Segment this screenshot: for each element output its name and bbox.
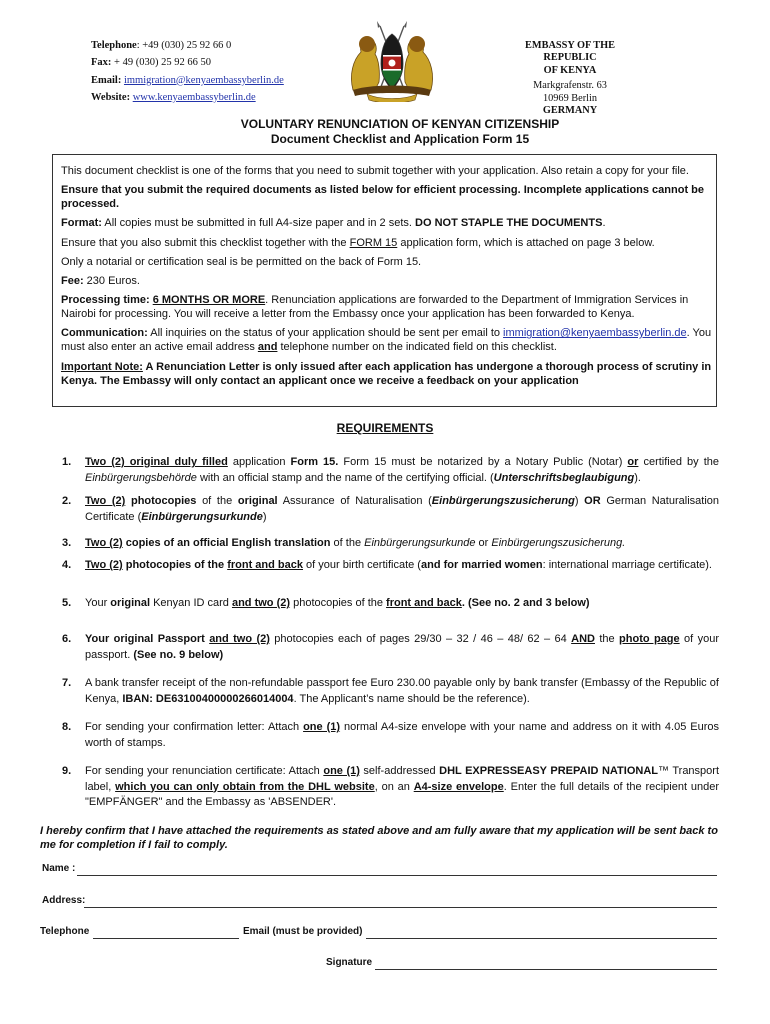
email-field[interactable] xyxy=(366,938,717,939)
requirement-item-5 xyxy=(62,596,719,612)
req9-g: , on an xyxy=(374,780,414,793)
info-ensure-documents: Ensure that you submit the required documents as listed below for efficient processing. Incomplete applications cannot be processed. xyxy=(61,184,705,211)
instructions-box xyxy=(52,154,717,407)
embassy-name-line1: EMBASSY OF THE REPUBLIC xyxy=(524,40,616,64)
fax-value: + 49 (030) 25 92 66 50 xyxy=(111,57,211,69)
requirement-number: 4. xyxy=(62,559,72,571)
req9-h: A4-size envelope xyxy=(413,780,504,793)
signature-label: Signature xyxy=(326,957,373,968)
req1-g: Einbürgerungsbehörde xyxy=(85,471,197,484)
req7-iban: IBAN: DE63100400000266014004 xyxy=(122,692,294,705)
website-line xyxy=(91,89,284,106)
email-label: Email (must be provided) xyxy=(243,926,363,937)
website-label: Website: xyxy=(91,91,131,103)
requirements-heading: REQUIREMENTS xyxy=(336,421,434,435)
req4-d: of your birth certificate ( xyxy=(302,559,421,571)
important-note-label: Important Note: xyxy=(61,360,143,373)
req1-c: Form 15. xyxy=(290,456,339,468)
embassy-name-line2: OF KENYA xyxy=(543,64,597,76)
req5-f: front and back xyxy=(386,597,462,609)
requirement-item-1 xyxy=(62,455,719,486)
website-link[interactable]: www.kenyaembassyberlin.de xyxy=(132,91,256,103)
req9-i: . Enter the full details of the recipient under "EMPFÄNGER" and the Embassy as 'ABSENDER'. xyxy=(85,780,719,808)
req6-h: (See no. 9 below) xyxy=(133,648,224,661)
email-line xyxy=(91,72,284,89)
requirement-number: 9. xyxy=(62,765,72,777)
fee-label: Fee: xyxy=(61,274,84,287)
email-label: Email: xyxy=(91,74,122,86)
confirmation-statement: I hereby confirm that I have attached the requirements as stated above and am fully aware that my application will be sent back to me for completion if I fail to comply. xyxy=(40,825,718,851)
important-note-text: A Renunciation Letter is only issued after each application has undergone a thorough process of scrutiny in Kenya. The Embassy will only contact an applicant once we receive a feedback on your application xyxy=(61,360,712,387)
telephone-field[interactable] xyxy=(93,938,239,939)
req9-a: For sending your renunciation certificate: Attach xyxy=(85,765,324,777)
info-checklist-note: This document checklist is one of the forms that you need to submit together with your application. Also retain a copy for your file. xyxy=(61,165,689,177)
req2-i: German Naturalisation Certificate ( xyxy=(85,495,720,523)
telephone-label: Telephone xyxy=(91,40,137,51)
requirement-item-3 xyxy=(62,536,719,552)
form15-text-b: application form, which is attached on page 3 below. xyxy=(397,236,655,249)
req9-e: ™ Transport label, xyxy=(85,765,720,793)
street-address: Markgrafenstr. 63 xyxy=(533,80,607,92)
kenya-coat-of-arms-icon xyxy=(339,20,445,102)
req7-c: . The Applicant’s name should be the reference). xyxy=(293,692,530,705)
req8-a: For sending your confirmation letter: Attach xyxy=(85,721,304,733)
requirement-number: 2. xyxy=(62,495,72,507)
processing-duration: 6 MONTHS OR MORE xyxy=(152,294,266,307)
req2-f: Einbürgerungszusicherung xyxy=(431,495,575,507)
req9-c: self-addressed xyxy=(359,765,440,777)
req5-e: photocopies of the xyxy=(290,597,387,609)
req2-b: photocopies xyxy=(125,495,197,507)
communication-and: and xyxy=(257,341,278,354)
fee-value: 230 Euros. xyxy=(83,274,140,287)
req3-a: Two (2) xyxy=(85,537,123,549)
req6-c: photocopies each of pages 29/30 – 32 / 46 – 48/ 62 – 64 xyxy=(269,633,572,645)
communication-text: All inquiries on the status of your application should be sent per email to xyxy=(147,327,504,340)
req9-f: which you can only obtain from the DHL website xyxy=(115,780,375,793)
req2-g: ) xyxy=(574,495,585,507)
req4-a: Two (2) xyxy=(85,559,123,571)
name-label: Name : xyxy=(42,863,76,874)
req9-b: one (1) xyxy=(323,765,360,777)
req2-c: of the xyxy=(196,495,238,507)
postal-city: 10969 Berlin xyxy=(542,92,598,104)
requirement-item-7 xyxy=(62,676,719,707)
format-end: . xyxy=(602,217,606,230)
communication-text3: telephone number on the indicated field on this checklist. xyxy=(277,341,557,354)
req2-e: Assurance of Naturalisation ( xyxy=(277,495,432,507)
req6-d: AND xyxy=(571,633,595,645)
fax-line xyxy=(91,54,284,71)
communication-text2: . You must also enter an active email address xyxy=(61,327,712,354)
req1-a: Two (2) original duly filled xyxy=(85,456,228,468)
req8-c: normal A4-size envelope with your name and address on it with 4.05 Euros worth of stamps. xyxy=(85,721,719,749)
req1-b: application xyxy=(227,456,291,468)
req5-c: Kenyan ID card xyxy=(150,597,232,609)
requirement-number: 7. xyxy=(62,677,72,689)
format-no-staple: DO NOT STAPLE THE DOCUMENTS xyxy=(415,217,603,230)
format-label: Format: xyxy=(61,217,102,230)
info-format xyxy=(61,216,716,230)
req3-c: of the xyxy=(330,537,365,549)
form15-text-a: Ensure that you also submit this checklist together with the xyxy=(61,236,350,249)
req6-g: of your passport. xyxy=(85,633,719,661)
requirement-number: 3. xyxy=(62,537,72,549)
req2-h: OR xyxy=(584,495,601,507)
req4-b: photocopies of the xyxy=(122,559,228,571)
req1-h: with an official stamp and the name of the certifying official. ( xyxy=(196,471,494,484)
req4-f: : international marriage certificate). xyxy=(542,559,712,571)
req6-e: the xyxy=(594,633,620,645)
info-communication xyxy=(61,326,716,354)
req5-g: . (See no. 2 and 3 below) xyxy=(461,597,590,609)
info-seal: Only a notarial or certification seal is be permitted on the back of Form 15. xyxy=(61,255,422,268)
req3-b: copies of an official English translation xyxy=(122,537,331,549)
req8-b: one (1) xyxy=(303,721,341,733)
telephone-label: Telephone xyxy=(40,926,90,937)
req5-b: original xyxy=(110,597,151,609)
req6-a: Your original Passport xyxy=(85,633,210,645)
signature-field[interactable] xyxy=(375,969,717,970)
country: GERMANY xyxy=(542,105,598,117)
req1-d: Form 15 must be notarized by a Notary Public (Notar) xyxy=(338,456,628,468)
req5-a: Your xyxy=(85,597,111,609)
req3-f: Einbürgerungszusicherung. xyxy=(491,537,626,549)
form15-link[interactable]: FORM 15 xyxy=(349,236,398,249)
req1-i: Unterschriftsbeglaubigung xyxy=(493,471,635,484)
req2-k: ) xyxy=(262,510,267,523)
address-label: Address: xyxy=(42,895,86,906)
telephone-value: : +49 (030) 25 92 66 0 xyxy=(136,40,232,51)
embassy-contact-block xyxy=(91,37,284,106)
req6-b: and two (2) xyxy=(209,633,270,645)
communication-label: Communication: xyxy=(61,327,148,340)
info-fee xyxy=(61,274,716,288)
req1-e: or xyxy=(627,456,639,468)
processing-label: Processing time: xyxy=(61,294,153,307)
req3-e: or xyxy=(475,537,492,549)
title-line1: VOLUNTARY RENUNCIATION OF KENYAN CITIZENSHIP xyxy=(240,117,560,131)
requirement-number: 8. xyxy=(62,721,72,733)
document-title xyxy=(230,117,570,147)
requirement-item-6 xyxy=(62,632,719,663)
req2-a: Two (2) xyxy=(85,495,126,507)
title-line2: Document Checklist and Application Form 15 xyxy=(270,132,530,146)
format-text: All copies must be submitted in full A4-size paper and in 2 sets. xyxy=(101,217,416,230)
requirement-number: 1. xyxy=(62,456,72,468)
requirement-number: 6. xyxy=(62,633,72,645)
name-field[interactable] xyxy=(77,875,717,876)
requirement-item-9 xyxy=(62,764,719,811)
embassy-address-block xyxy=(500,40,640,117)
req4-c: front and back xyxy=(227,559,303,571)
req2-d: original xyxy=(237,495,278,507)
communication-email-link[interactable]: immigration@kenyaembassyberlin.de xyxy=(503,327,687,340)
requirement-item-4 xyxy=(62,558,719,574)
address-field[interactable] xyxy=(84,907,717,908)
telephone-line xyxy=(91,37,284,54)
requirement-item-8 xyxy=(62,720,719,751)
info-form15 xyxy=(61,236,716,250)
email-link[interactable]: immigration@kenyaembassyberlin.de xyxy=(123,74,284,86)
req1-j: ). xyxy=(634,471,641,484)
requirement-item-2 xyxy=(62,494,719,525)
info-important-note xyxy=(61,360,716,388)
requirement-number: 5. xyxy=(62,597,72,609)
processing-text: . Renunciation applications are forwarded to the Department of Immigration Services in Nairobi for processing. You will receive a letter from the Embassy once your application has been forwarded to Kenya. xyxy=(61,294,689,321)
info-processing-time xyxy=(61,293,716,321)
req1-f: certified by the xyxy=(638,456,719,468)
req3-d: Einbürgerungsurkunde xyxy=(364,537,476,549)
req7-a: A bank transfer receipt of the non-refundable passport fee Euro 230.00 payable only by bank transfer (Embassy of the Republic of Kenya, xyxy=(85,677,719,705)
req5-d: and two (2) xyxy=(231,597,291,609)
req6-f: photo page xyxy=(619,633,680,645)
req2-j: Einbürgerungsurkunde xyxy=(141,510,263,523)
fax-label: Fax: xyxy=(91,57,112,69)
req9-d: DHL EXPRESSEASY PREPAID NATIONAL xyxy=(439,765,658,777)
req4-e: and for married women xyxy=(420,559,543,571)
